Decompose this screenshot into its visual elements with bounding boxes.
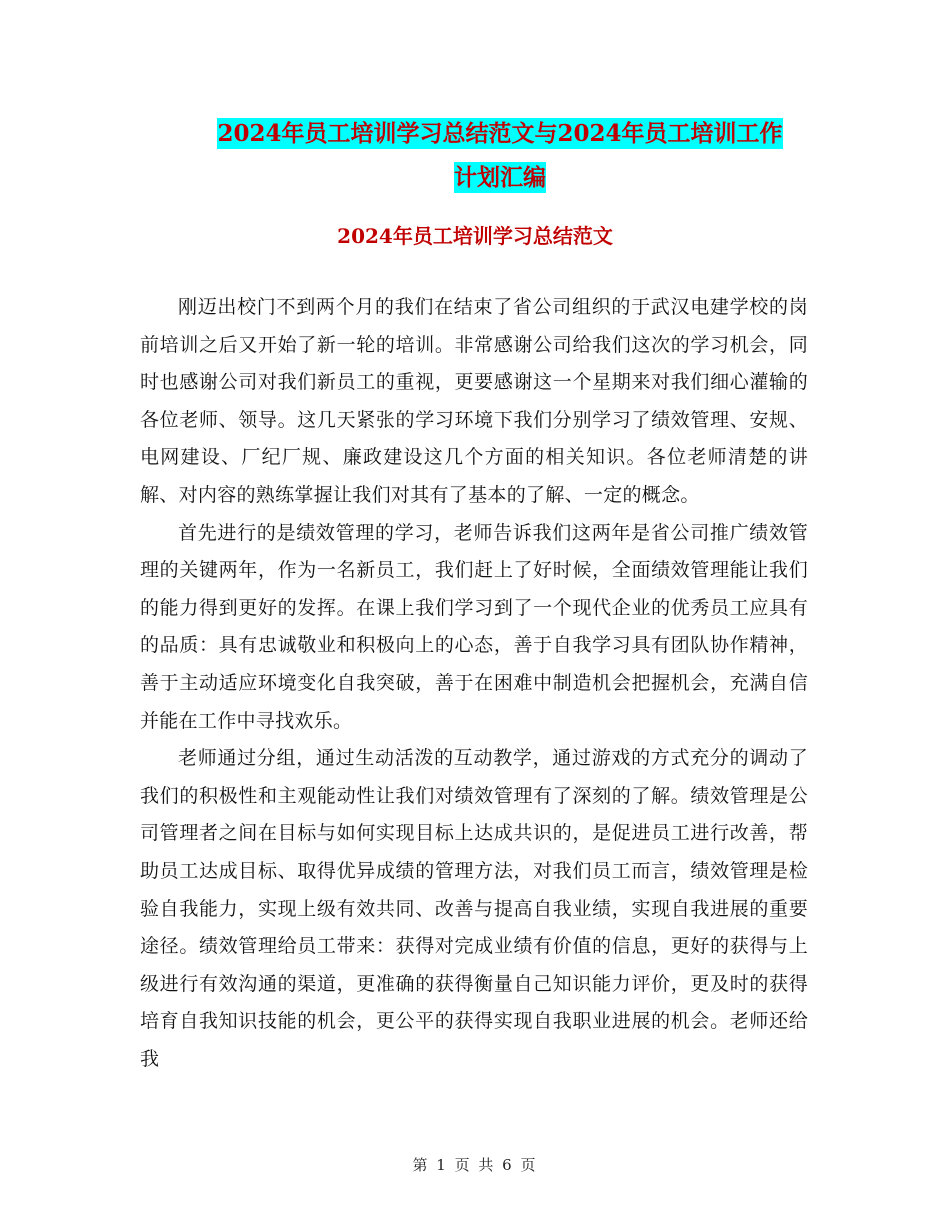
page-footer: 第 1 页 共 6 页	[412, 1156, 538, 1174]
paragraph-2: 首先进行的是绩效管理的学习，老师告诉我们这两年是省公司推广绩效管理的关键两年，作为一名新员工，我们赶上了好时候，全面绩效管理能让我们的能力得到更好的发挥。在课上我们学习到了一个现代企业的优秀员工应具有的品质：具有忠诚敬业和积极向上的心态，善于自我学习具有团队协作精神，善于主动适应环境变化自我突破，善于在困难中制造机会把握机会，充满自信并能在工作中寻找欢乐。	[140, 521, 808, 732]
section-title: 2024年员工培训学习总结范文	[337, 224, 613, 248]
document-title-line1: 2024年员工培训学习总结范文与2024年员工培训工作	[217, 120, 783, 147]
body-text	[140, 289, 808, 1078]
document-title-line2: 计划汇编	[454, 164, 546, 191]
document-title	[140, 112, 860, 200]
paragraph-1: 刚迈出校门不到两个月的我们在结束了省公司组织的于武汉电建学校的岗前培训之后又开始了新一轮的培训。非常感谢公司给我们这次的学习机会，同时也感谢公司对我们新员工的重视，更要感谢这一个星期来对我们细心灌输的各位老师、领导。这几天紧张的学习环境下我们分别学习了绩效管理、安规、电网建设、厂纪厂规、廉政建设这几个方面的相关知识。各位老师清楚的讲解、对内容的熟练掌握让我们对其有了基本的了解、一定的概念。	[140, 296, 808, 506]
paragraph-3: 老师通过分组，通过生动活泼的互动教学，通过游戏的方式充分的调动了我们的积极性和主观能动性让我们对绩效管理有了深刻的了解。绩效管理是公司管理者之间在目标与如何实现目标上达成共识的，是促进员工进行改善，帮助员工达成目标、取得优异成绩的管理方法，对我们员工而言，绩效管理是检验自我能力，实现上级有效共同、改善与提高自我业绩，实现自我进展的重要途径。绩效管理给员工带来：获得对完成业绩有价值的信息，更好的获得与上级进行有效沟通的渠道，更准确的获得衡量自己知识能力评价，更及时的获得培育自我知识技能的机会，更公平的获得实现自我职业进展的机会。老师还给我	[140, 747, 808, 1070]
